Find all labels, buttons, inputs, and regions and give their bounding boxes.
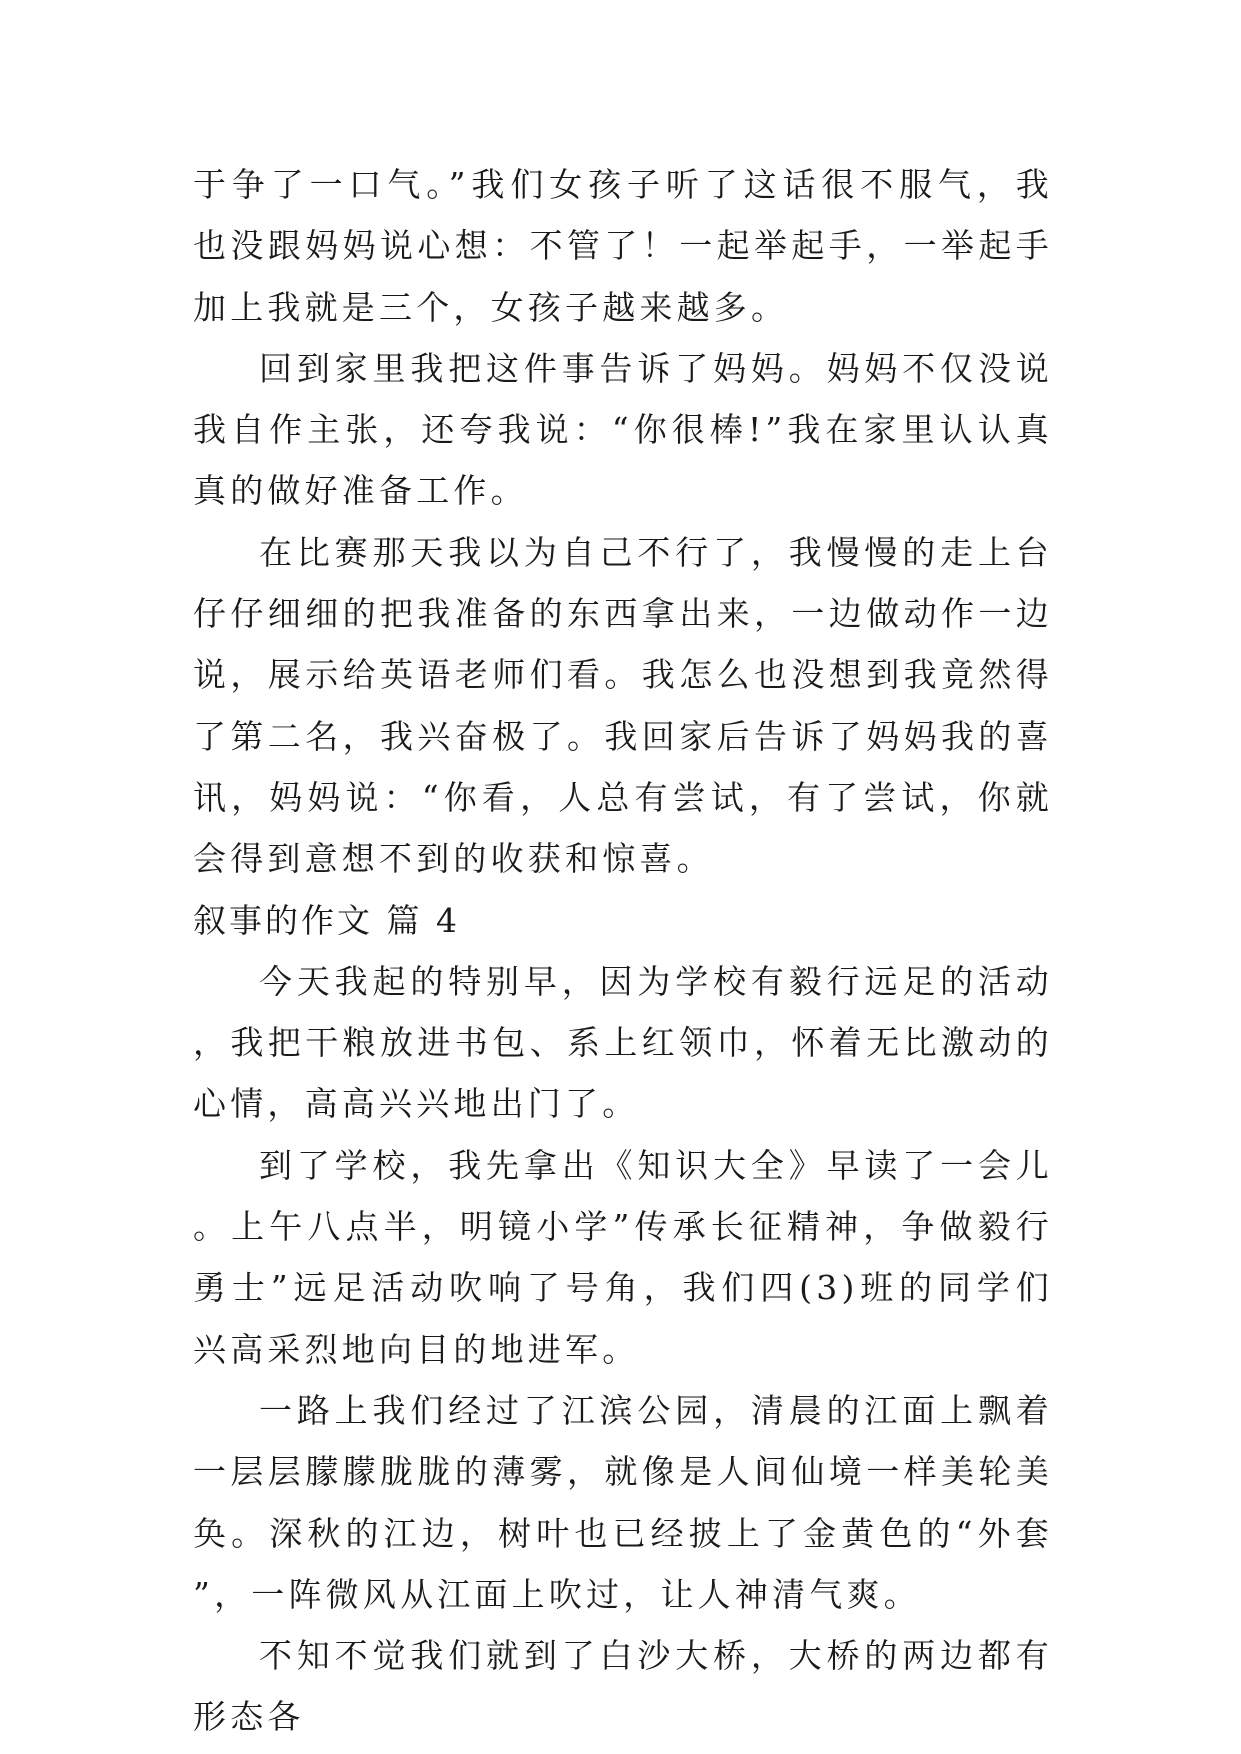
document-body	[193, 154, 1053, 1748]
paragraph-school: 到了学校，我先拿出《知识大全》早读了一会儿。上午八点半，明镜小学”传承长征精神，争做毅行勇士”远足活动吹响了号角，我们四(3)班的同学们兴高采烈地向目的地进军。	[193, 1145, 1053, 1369]
paragraph-park: 一路上我们经过了江滨公园，清晨的江面上飘着一层层朦朦胧胧的薄雾，就像是人间仙境一样美轮美奂。深秋的江边，树叶也已经披上了金黄色的“外套”，一阵微风从江面上吹过，让人神清气爽。	[193, 1390, 1053, 1614]
paragraph-continued: 于争了一口气。”我们女孩子听了这话很不服气，我也没跟妈妈说心想：不管了！一起举起手，一举起手加上我就是三个，女孩子越来越多。	[193, 165, 1053, 327]
section-heading: 叙事的作文 篇 4	[193, 900, 460, 940]
paragraph-competition: 在比赛那天我以为自己不行了，我慢慢的走上台仔仔细细的把我准备的东西拿出来，一边做动作一边说，展示给英语老师们看。我怎么也没想到我竟然得了第二名，我兴奋极了。我回家后告诉了妈妈我的喜讯，妈妈说：“你看，人总有尝试，有了尝试，你就会得到意想不到的收获和惊喜。	[193, 532, 1053, 879]
paragraph-morning: 今天我起的特别早，因为学校有毅行远足的活动，我把干粮放进书包、系上红领巾，怀着无比激动的心情，高高兴兴地出门了。	[193, 961, 1053, 1124]
paragraph-bridge: 不知不觉我们就到了白沙大桥，大桥的两边都有形态各	[193, 1636, 1053, 1737]
paragraph-home: 回到家里我把这件事告诉了妈妈。妈妈不仅没说我自作主张，还夸我说：“你很棒!”我在家里认认真真的做好准备工作。	[193, 348, 1053, 511]
